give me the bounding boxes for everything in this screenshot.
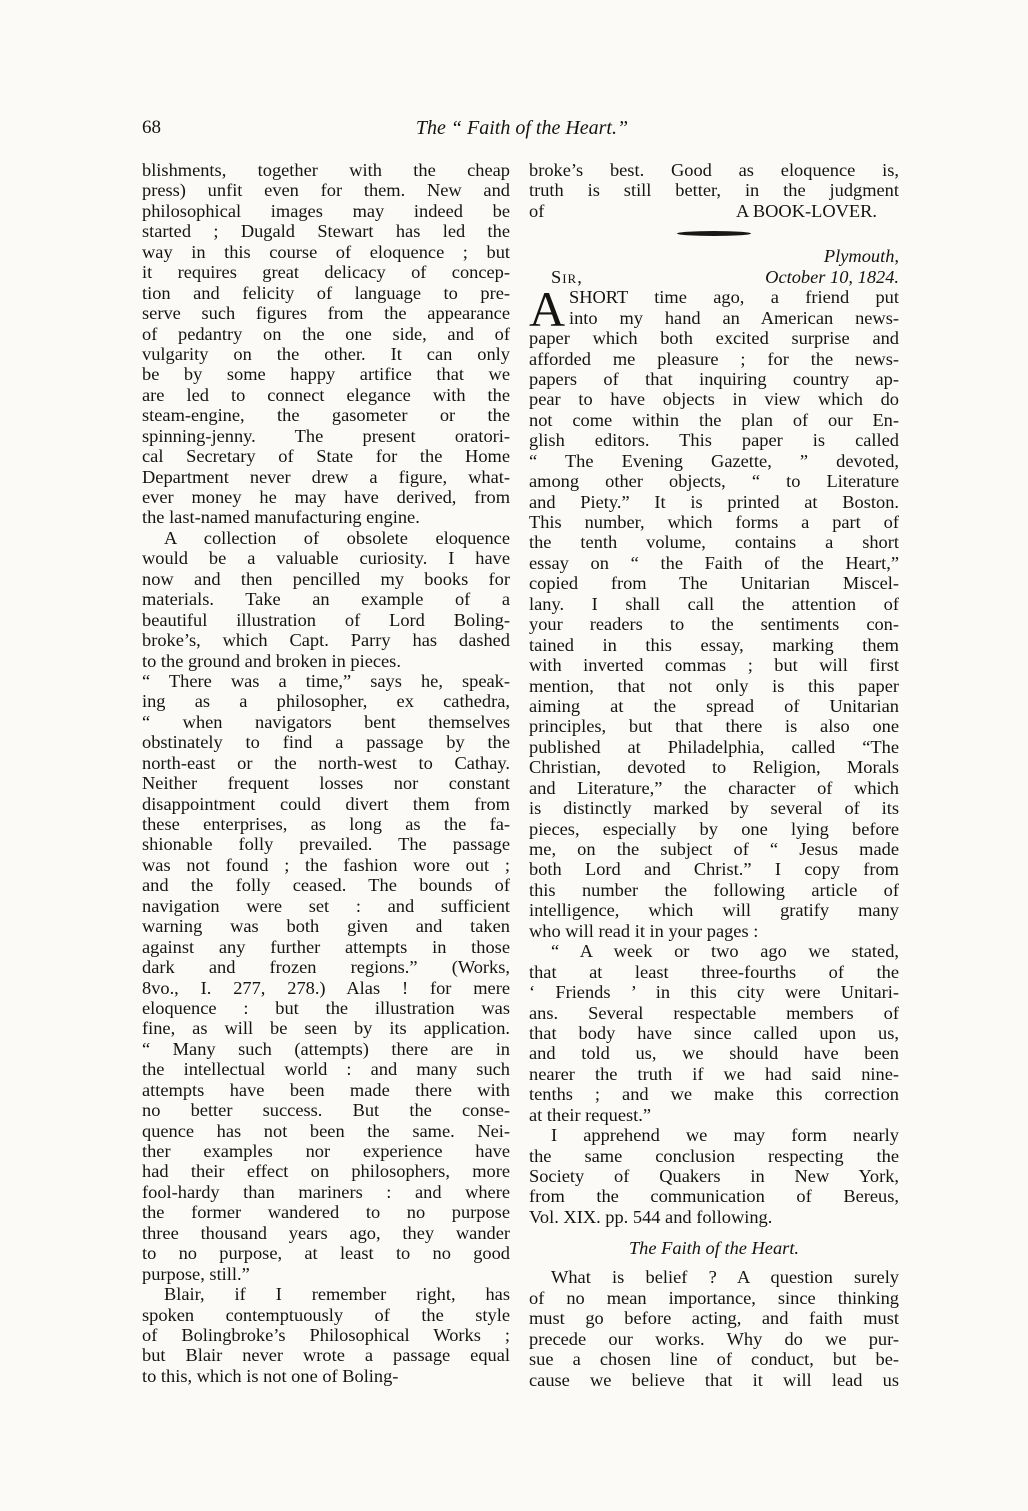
text-line: both Lord and Christ.” I copy from [529, 859, 899, 880]
text-line: fine, as will be seen by its application. [142, 1018, 510, 1039]
text-line: I apprehend we may form nearly [551, 1125, 899, 1146]
text-line: the last-named manufacturing engine. [142, 507, 420, 528]
text-line: must go before acting, and faith must [529, 1308, 899, 1329]
salutation-line [529, 267, 899, 287]
text-line: pear to have objects in view which do [529, 389, 899, 410]
text-line: steam-engine, the gasometer or the [142, 405, 510, 426]
text-line: would be a valuable curiosity. I have [142, 548, 510, 569]
text-line: not come within the plan of our En- [529, 409, 899, 430]
text-line: with inverted commas ; but will first [529, 655, 899, 676]
right-column [529, 160, 899, 1390]
page-number: 68 [142, 117, 161, 138]
text-line: your readers to the sentiments con- [529, 614, 899, 635]
text-line: that at least three-fourths of the [529, 961, 899, 982]
text-line: Christian, devoted to Religion, Morals [529, 757, 899, 778]
text-line: no better success. But the conse- [142, 1100, 510, 1121]
signature-name: A BOOK-LOVER. [736, 200, 877, 221]
text-line: eloquence : but the illustration was [142, 997, 510, 1018]
text-line: tained in this essay, marking them [529, 634, 899, 655]
text-line: obstinately to find a passage by the [142, 732, 510, 753]
text-line: at their request.” [529, 1104, 652, 1125]
text-line: into my hand an American news- [569, 307, 899, 328]
text-line: started ; Dugald Stewart has led the [142, 221, 510, 242]
text-line: be by some happy artifice that we [142, 364, 510, 385]
text-line: cause we believe that it will lead us [529, 1369, 899, 1390]
text-line: cal Secretary of State for the Home [142, 446, 510, 467]
text-line: press) unfit even for them. New and [142, 180, 510, 201]
text-line: way in this course of eloquence ; but [142, 241, 510, 262]
text-line: the same conclusion respecting the [529, 1145, 899, 1166]
text-line: SHORT time ago, a friend put [569, 287, 899, 308]
dateline [529, 246, 899, 266]
left-column [142, 160, 510, 1386]
text-line: A collection of obsolete eloquence [164, 527, 510, 548]
text-line: and Literature,” the character of which [529, 777, 899, 798]
text-line: ‘ Friends ’ in this city were Unitari- [529, 982, 899, 1003]
text-line: mention, that not only is this paper [529, 675, 899, 696]
text-line: quence has not been the same. Nei- [142, 1120, 510, 1141]
text-line: Vol. XIX. pp. 544 and following. [529, 1206, 773, 1227]
text-line: afforded me pleasure ; for the news- [529, 348, 899, 369]
text-line: spoken contemptuously of the style [142, 1304, 510, 1325]
text-line: and told us, we should have been [529, 1043, 899, 1064]
text-line: Department never drew a figure, what- [142, 466, 510, 487]
text-line: vulgarity on the other. It can only [142, 343, 510, 364]
text-line: “ Many such (attempts) there are in [142, 1038, 510, 1059]
text-line: pieces, especially by one lying before [529, 818, 899, 839]
text-line: blishments, together with the cheap [142, 160, 510, 180]
text-line: shionable folly prevailed. The passage [142, 834, 510, 855]
text-line: aiming at the spread of Unitarian [529, 695, 899, 716]
text-line: “ The Evening Gazette, ” devoted, [529, 450, 899, 471]
letter-opening [529, 281, 899, 338]
text-line: warning was both given and taken [142, 916, 510, 937]
text-line: What is belief ? A question surely [551, 1267, 899, 1288]
text-line: broke’s best. Good as eloquence is, [529, 160, 899, 180]
text-line: lany. I shall call the attention of [529, 593, 899, 614]
text-line: serve such figures from the appearance [142, 303, 510, 324]
text-line: published at Philadelphia, called “The [529, 736, 899, 757]
text-line: papers of that inquiring country ap- [529, 368, 899, 389]
text-line: 8vo., I. 277, 278.) Alas ! for mere [142, 977, 510, 998]
text-line: Blair, if I remember right, has [164, 1284, 510, 1305]
text-line: and Piety.” It is printed at Boston. [529, 491, 899, 512]
text-line: to no purpose, at least to no good [142, 1243, 510, 1264]
text-line: these enterprises, as long as the fa- [142, 814, 510, 834]
essay-subheading: The Faith of the Heart. [628, 1238, 800, 1259]
text-line: principles, but that there is also one [529, 716, 899, 737]
section-divider [677, 231, 751, 236]
text-line: north-east or the north-west to Cathay. [142, 752, 510, 773]
text-line: Society of Quakers in New York, [529, 1166, 899, 1186]
text-line: truth is still better, in the judgment [529, 180, 899, 201]
text-line: the tenth volume, contains a short [529, 532, 899, 553]
text-line: to this, which is not one of Boling- [142, 1365, 399, 1386]
text-line: that body have since called upon us, [529, 1022, 899, 1043]
text-line: was not found ; the fashion wore out ; [142, 854, 510, 875]
text-line: the former wandered to no purpose [142, 1202, 510, 1223]
text-line: the intellectual world : and many such [142, 1059, 510, 1080]
text-line: sue a chosen line of conduct, but be- [529, 1349, 899, 1370]
text-line: ing as a philosopher, ex cathedra, [142, 691, 510, 712]
text-line: precede our works. Why do we pur- [529, 1328, 899, 1349]
text-line: of no mean importance, since thinking [529, 1287, 899, 1308]
right-intro-text [529, 160, 899, 201]
text-line: three thousand years ago, they wander [142, 1222, 510, 1243]
text-line: of Bolingbroke’s Philosophical Works ; [142, 1324, 510, 1345]
text-line: “ There was a time,” says he, speak- [142, 670, 510, 691]
text-line: intelligence, which will gratify many [529, 900, 899, 921]
signature-line [529, 201, 899, 221]
text-line: dark and frozen regions.” (Works, [142, 957, 510, 978]
text-line: disappointment could divert them from [142, 793, 510, 814]
letter-date: October 10, 1824. [765, 266, 899, 287]
text-line: ans. Several respectable members of [529, 1002, 899, 1023]
text-line: “ A week or two ago we stated, [551, 941, 899, 962]
text-line: essay on “ the Faith of the Heart,” [529, 552, 899, 573]
text-line: to the ground and broken in pieces. [142, 650, 401, 671]
running-title: The “ Faith of the Heart.” [415, 117, 629, 139]
text-line: tion and felicity of language to pre- [142, 282, 510, 303]
drop-cap: A [529, 281, 566, 338]
text-line: glish editors. This paper is called [529, 430, 899, 451]
text-line: it requires great delicacy of concep- [142, 262, 510, 283]
text-line: philosophical images may indeed be [142, 200, 510, 221]
text-line: navigation were set : and sufficient [142, 895, 510, 916]
text-line: of pedantry on the one side, and of [142, 323, 510, 344]
page-header [142, 117, 902, 143]
text-line: copied from The Unitarian Miscel- [529, 573, 899, 594]
text-line: ever money he may have derived, from [142, 487, 510, 507]
text-line: but Blair never wrote a passage equal [142, 1345, 510, 1366]
signature-of: of [529, 200, 545, 221]
text-line: from the communication of Bereus, [529, 1186, 899, 1207]
letter-body [529, 328, 899, 1227]
salutation: Sir, [551, 266, 583, 287]
text-line: fool-hardy than mariners : and where [142, 1181, 510, 1202]
essay-body [529, 1267, 899, 1390]
text-line: purpose, still.” [142, 1263, 250, 1284]
text-line: had their effect on philosophers, more [142, 1161, 510, 1182]
letter-first-lines [529, 281, 899, 338]
text-line: and the folly ceased. The bounds of [142, 875, 510, 896]
text-line: attempts have been made there with [142, 1079, 510, 1100]
text-line: nearer the truth if we had said nine- [529, 1063, 899, 1084]
text-line: against any further attempts in those [142, 936, 510, 957]
text-line: now and then pencilled my books for [142, 568, 510, 589]
text-line: This number, which forms a part of [529, 512, 899, 532]
text-line: is distinctly marked by several of its [529, 798, 899, 819]
text-line: are led to connect elegance with the [142, 384, 510, 405]
text-line: among other objects, “ to Literature [529, 471, 899, 492]
text-line: tenths ; and we make this correction [529, 1084, 899, 1105]
text-line: “ when navigators bent themselves [142, 711, 510, 732]
text-line: this number the following article of [529, 879, 899, 900]
text-line: broke’s, which Capt. Parry has dashed [142, 630, 510, 651]
text-line: paper which both excited surprise and [529, 328, 899, 349]
text-line: materials. Take an example of a [142, 589, 510, 610]
text-line: ther examples nor experience have [142, 1141, 510, 1161]
text-line: spinning-jenny. The present oratori- [142, 425, 510, 446]
text-line: me, on the subject of “ Jesus made [529, 839, 899, 859]
letter-place: Plymouth, [823, 246, 899, 267]
text-line: beautiful illustration of Lord Boling- [142, 609, 510, 630]
text-line: Neither frequent losses nor constant [142, 773, 510, 794]
text-line: who will read it in your pages : [529, 920, 759, 941]
